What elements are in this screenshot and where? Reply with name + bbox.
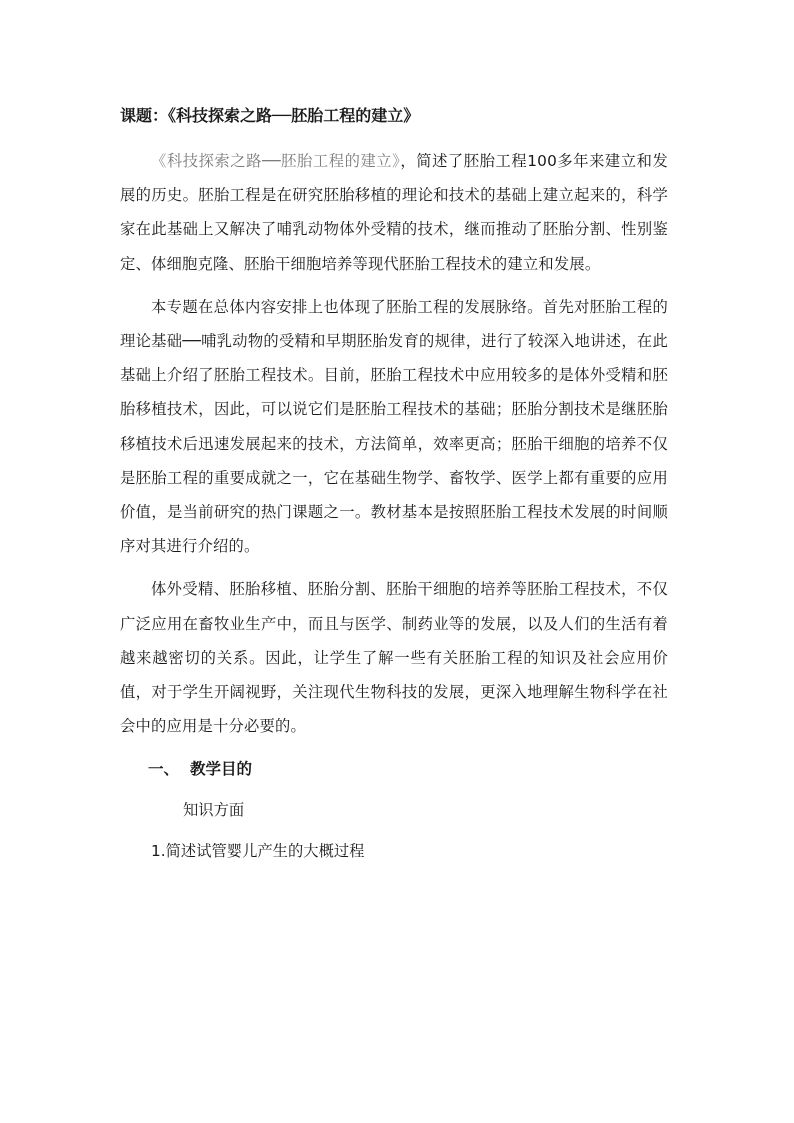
list-item-1: 1.简述试管婴儿产生的大概过程: [151, 842, 365, 861]
intro-book-title: 《科技探索之路──胚胎工程的建立》: [151, 152, 401, 170]
document-page: [120, 101, 668, 868]
subheading-knowledge: 知识方面: [183, 801, 245, 820]
paragraph-3: 体外受精、胚胎移植、胚胎分割、胚胎干细胞的培养等胚胎工程技术，不仅广泛应用在畜牧业生产中，而且与医学、制药业等的发展，以及人们的生活有着越来越密切的关系。因此，让学生了解一些有关胚胎工程的知识及社会应用价值，对于学生开阔视野，关注现代生物科技的发展，更深入地理解生物科学在社会中的应用是十分必要的。: [120, 580, 668, 736]
intro-paragraph-text: ，简述了胚胎工程100多年来建立和发展的历史。胚胎工程是在研究胚胎移植的理论和技术的基础上建立起来的，科学家在此基础上又解决了哺乳动物体外受精的技术，继而推动了胚胎分割、性别鉴定、体细胞克隆、胚胎干细胞培养等现代胚胎工程技术的建立和发展。: [120, 152, 668, 273]
section-heading-teaching-goals: [148, 752, 668, 786]
document-title: 课题：《科技探索之路──胚胎工程的建立》: [120, 106, 420, 125]
section-title: 教学目的: [190, 760, 253, 779]
section-number: 一、: [148, 760, 180, 779]
intro-paragraph: [120, 144, 668, 281]
paragraph-2: 本专题在总体内容安排上也体现了胚胎工程的发展脉络。首先对胚胎工程的理论基础──哺乳动物的受精和早期胚胎发育的规律，进行了较深入地讲述，在此基础上介绍了胚胎工程技术。目前，胚胎工程技术中应用较多的是体外受精和胚胎移植技术，因此，可以说它们是胚胎工程技术的基础；胚胎分割技术是继胚胎移植技术后迅速发展起来的技术，方法简单，效率更高；胚胎干细胞的培养不仅是胚胎工程的重要成就之一，它在基础生物学、畜牧学、医学上都有重要的应用价值，是当前研究的热门课题之一。教材基本是按照胚胎工程技术发展的时间顺序对其进行介绍的。: [120, 297, 668, 556]
